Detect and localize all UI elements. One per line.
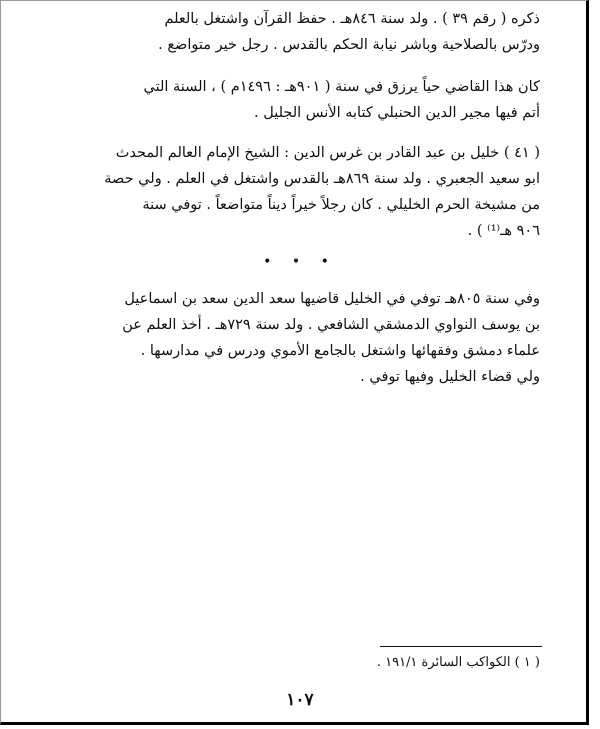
text-line: وفي سنة ٨٠٥هـ توفي في الخليل قاضيها سعد الدين سعد بن اسماعيل bbox=[124, 291, 540, 307]
paragraph-judge bbox=[72, 74, 540, 126]
text-line: من مشيخة الحرم الخليلي . كان رجلاً خيراً ديناً متواضعاً . توفي سنة bbox=[142, 197, 540, 213]
text-line: ودرّس بالصلاحية وباشر نيابة الحكم بالقدس . رجل خير متواضع . bbox=[158, 37, 540, 53]
text-line: كان هذا القاضي حياً يرزق في سنة ( ٩٠١هـ : ١٤٩٦م ) ، السنة التي bbox=[143, 79, 540, 95]
text-line: ذكره ( رقم ٣٩ ) . ولد سنة ٨٤٦هـ . حفظ القرآن واشتغل بالعلم bbox=[164, 11, 540, 27]
footnote: ( ١ ) الكواكب السائرة ١٩١/١ . bbox=[376, 655, 540, 670]
text-line: ابو سعيد الجعبري . ولد سنة ٨٦٩هـ بالقدس واشتغل في العلم . ولي حصة bbox=[104, 171, 540, 187]
section-separator: • • • bbox=[263, 254, 337, 270]
text-line: أتم فيها مجير الدين الحنبلي كتابه الأنس الجليل . bbox=[254, 105, 540, 121]
text-line: ولي قضاء الخليل وفيها توفي . bbox=[360, 369, 540, 385]
page-body bbox=[72, 6, 540, 244]
paragraph-intro bbox=[72, 6, 540, 58]
text-line: بن يوسف النواوي الدمشقي الشافعي . ولد سنة ٧٢٩هـ . أخذ العلم عن bbox=[122, 317, 540, 333]
text-line: ٩٠٦ هـ⁽¹⁾ ) . bbox=[467, 223, 540, 239]
page-number: ١٠٧ bbox=[286, 690, 314, 710]
paragraph-sad-al-din bbox=[72, 286, 540, 390]
text-line: علماء دمشق وفقهائها واشتغل بالجامع الأموي ودرس في مدارسها . bbox=[140, 343, 540, 359]
footnote-rule bbox=[380, 646, 542, 647]
text-line: ( ٤١ ) خليل بن عبد القادر بن غرس الدين : الشيخ الإمام العالم المحدث bbox=[115, 145, 540, 161]
paragraph-entry-41 bbox=[72, 140, 540, 244]
